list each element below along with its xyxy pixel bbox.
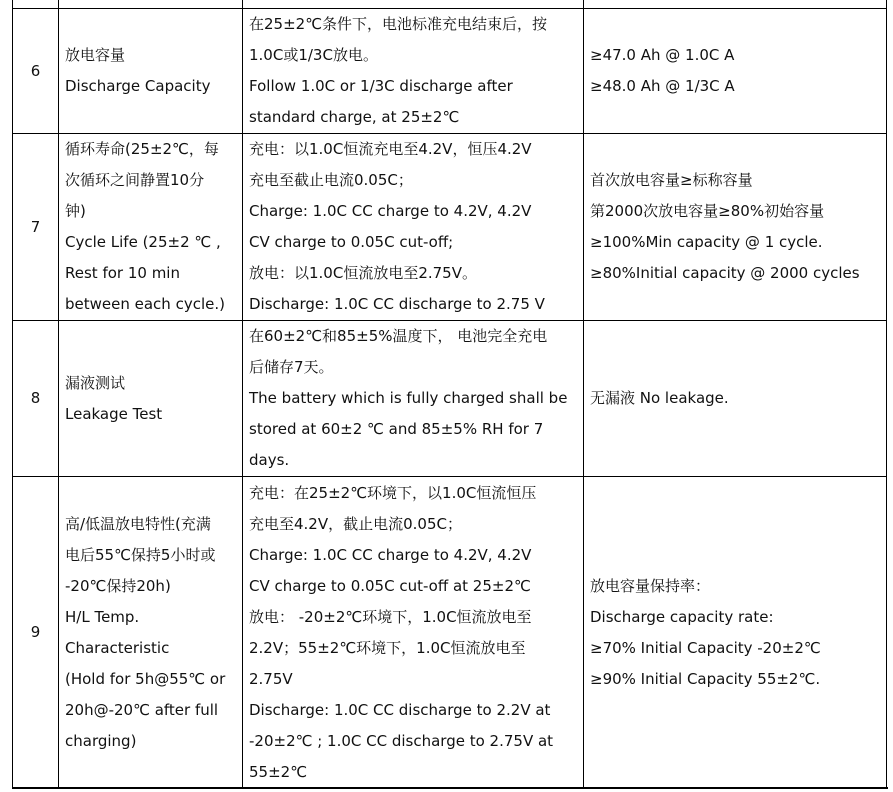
item-text-cn: -20℃保持20h) [65, 576, 171, 595]
condition-line: -20±2℃ ; 1.0C CC discharge to 2.75V at [249, 731, 554, 750]
item-text-en: 20h@-20℃ after full [65, 700, 219, 719]
condition-line: 放电： -20±2℃环境下，1.0C恒流放电至 [249, 607, 532, 626]
standard-line: 第2000次放电容量≥80%初始容量 [590, 202, 825, 220]
condition-line: days. [249, 451, 290, 469]
standard-line: ≥70% Initial Capacity -20±2℃ [590, 638, 821, 657]
item-cell [59, 0, 243, 9]
condition-line: 充电：以1.0C恒流充电至4.2V，恒压4.2V [249, 140, 532, 158]
table-row-header-fragment [13, 0, 887, 9]
condition-line: The battery which is fully charged shall be [249, 389, 568, 407]
item-text-cn: 漏液测试 [65, 373, 126, 392]
condition-line: 2.2V；55±2℃环境下，1.0C恒流放电至 [249, 638, 526, 657]
table-row [13, 321, 887, 477]
spec-table [12, 0, 887, 789]
standard-cell [584, 0, 887, 9]
standard-line: ≥47.0 Ah @ 1.0C A [590, 46, 735, 64]
item-cell [59, 134, 243, 321]
standard-cell [584, 321, 887, 477]
item-text-en: charging) [65, 731, 137, 750]
item-text-en: Rest for 10 min [65, 264, 180, 282]
item-text-cn: 循环寿命(25±2℃，每 [65, 140, 219, 158]
item-text-en: Cycle Life (25±2 ℃ , [65, 233, 221, 251]
standard-line: 首次放电容量≥标称容量 [590, 171, 753, 189]
item-cell [59, 321, 243, 477]
item-text-cn: 钟) [65, 202, 86, 220]
standard-line: ≥100%Min capacity @ 1 cycle. [590, 233, 823, 251]
row-number: 9 [13, 477, 59, 789]
item-cell [59, 9, 243, 134]
standard-line: Discharge capacity rate: [590, 607, 774, 626]
row-number-cell [13, 0, 59, 9]
condition-line: 充电至4.2V，截止电流0.05C； [249, 514, 462, 533]
row-number: 6 [13, 9, 59, 134]
condition-line: stored at 60±2 ℃ and 85±5% RH for 7 [249, 420, 544, 438]
item-text-cn: 电后55℃保持5小时或 [65, 545, 216, 564]
standard-line: ≥80%Initial capacity @ 2000 cycles [590, 264, 860, 282]
condition-line: standard charge, at 25±2℃ [249, 108, 460, 126]
item-text-en: between each cycle.) [65, 295, 225, 313]
condition-line: 55±2℃ [249, 762, 308, 781]
condition-cell [243, 477, 584, 789]
standard-line: 放电容量保持率： [590, 576, 711, 595]
condition-cell [243, 9, 584, 134]
condition-line: Follow 1.0C or 1/3C discharge after [249, 77, 513, 95]
item-cell [59, 477, 243, 789]
table-row [13, 134, 887, 321]
condition-line: 充电至截止电流0.05C； [249, 171, 413, 189]
item-text-en: Characteristic [65, 638, 170, 657]
item-text-cn: 放电容量 [65, 46, 126, 64]
standard-line: 无漏液 No leakage. [590, 389, 729, 407]
condition-line: Charge: 1.0C CC charge to 4.2V, 4.2V [249, 202, 532, 220]
condition-line: Discharge: 1.0C CC discharge to 2.75 V [249, 295, 545, 313]
condition-line: 充电：在25±2℃环境下，以1.0C恒流恒压 [249, 483, 537, 502]
row-number: 7 [13, 134, 59, 321]
item-text-en: H/L Temp. [65, 607, 140, 626]
condition-line: Discharge: 1.0C CC discharge to 2.2V at [249, 700, 551, 719]
condition-line: 在60±2℃和85±5%温度下， 电池完全充电 [249, 327, 548, 345]
row-number: 8 [13, 321, 59, 477]
condition-cell [243, 134, 584, 321]
item-text-cn: 次循环之间静置10分 [65, 171, 205, 189]
table-row [13, 9, 887, 134]
item-text-en: Leakage Test [65, 404, 163, 423]
condition-line: 2.75V [249, 669, 293, 688]
bottom-border-rule [12, 787, 888, 789]
condition-line: 后储存7天。 [249, 358, 334, 376]
item-text-en: (Hold for 5h@55℃ or [65, 669, 226, 688]
standard-cell [584, 134, 887, 321]
condition-line: CV charge to 0.05C cut-off at 25±2℃ [249, 576, 531, 595]
condition-line: 放电：以1.0C恒流放电至2.75V。 [249, 264, 477, 282]
standard-cell [584, 477, 887, 789]
item-text-cn: 高/低温放电特性(充满 [65, 514, 211, 533]
condition-cell [243, 321, 584, 477]
table-row [13, 477, 887, 789]
standard-cell [584, 9, 887, 134]
standard-line: ≥48.0 Ah @ 1/3C A [590, 77, 735, 95]
condition-line: 1.0C或1/3C放电。 [249, 46, 378, 64]
standard-line: ≥90% Initial Capacity 55±2℃. [590, 669, 821, 688]
item-text-en: Discharge Capacity [65, 77, 211, 95]
condition-cell [243, 0, 584, 9]
condition-line: Charge: 1.0C CC charge to 4.2V, 4.2V [249, 545, 532, 564]
condition-line: 在25±2℃条件下，电池标准充电结束后，按 [249, 15, 548, 33]
condition-line: CV charge to 0.05C cut-off; [249, 233, 454, 251]
